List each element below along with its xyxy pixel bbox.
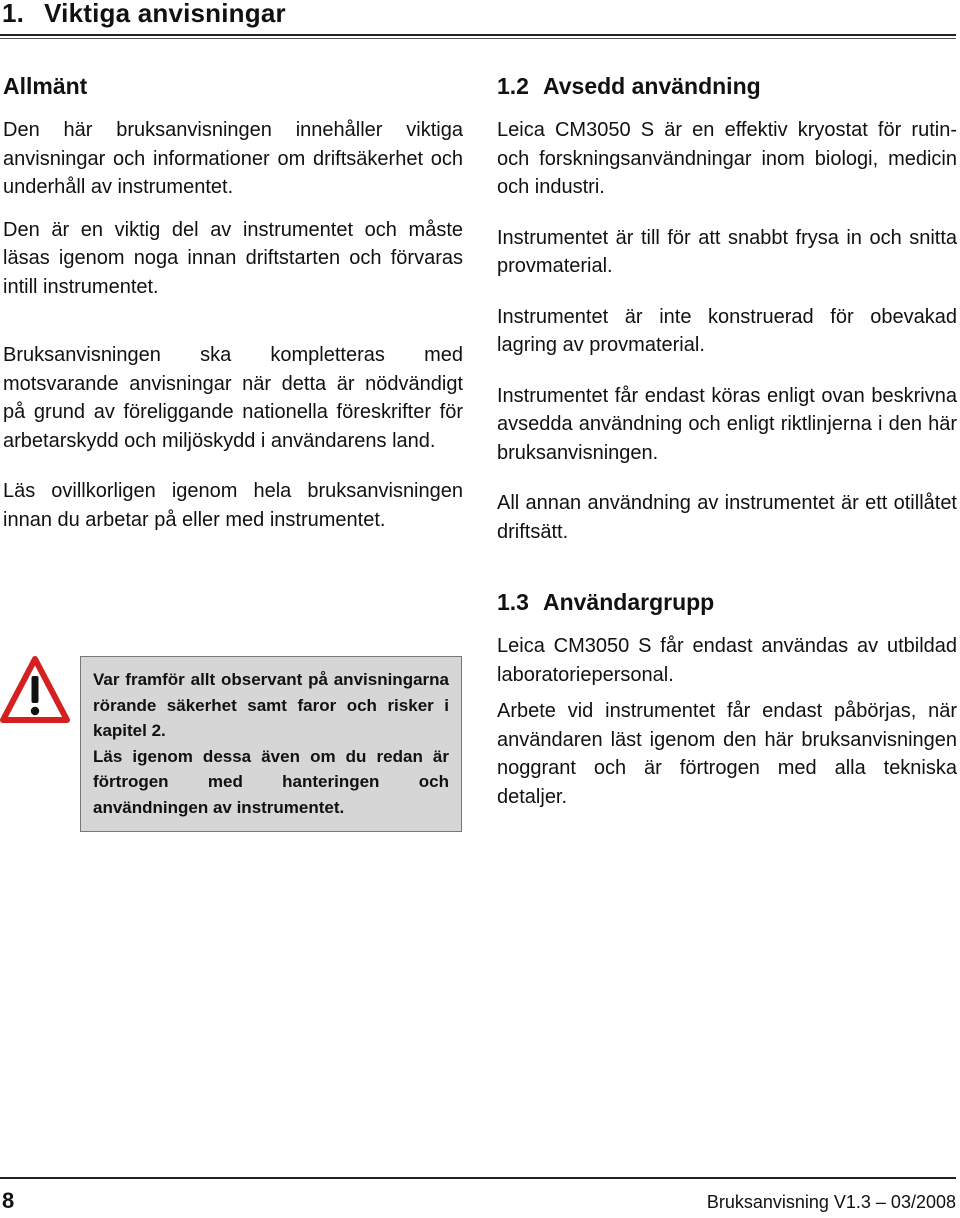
section-heading-user-group — [497, 586, 957, 618]
user-group-paragraph-2: Arbete vid instrumentet får endast påbörjas, när användaren läst igenom den här bruksanvisningen noggrant och är förtrogen med alla tekniska detaljer. — [497, 700, 957, 808]
warning-text-1: Var framför allt observant på anvisningarna rörande säkerhet samt faror och risker i kapitel 2. — [93, 670, 449, 740]
intended-use-paragraph-4: Instrumentet får endast köras enligt ovan beskrivna avsedda användning och enligt riktlinjerna i den här bruksanvisningen. — [497, 384, 957, 464]
chapter-title — [2, 0, 286, 28]
intended-use-paragraph-1: Leica CM3050 S är en effektiv kryostat för rutin- och forskningsanvändningar inom biologi, medicin och industri. — [497, 119, 957, 198]
section-heading-general: Allmänt — [3, 73, 88, 99]
left-column — [3, 70, 463, 534]
warning-notice — [0, 656, 465, 836]
user-group-paragraph-1: Leica CM3050 S får endast användas av utbildad laboratoriepersonal. — [497, 635, 957, 686]
intended-use-paragraph-3: Instrumentet är inte konstruerad för obevakad lagring av provmaterial. — [497, 305, 957, 356]
warning-text-2: Läs igenom dessa även om du redan är förtrogen med hanteringen och användningen av instrumentet. — [93, 746, 449, 817]
general-paragraph-4: Läs ovillkorligen igenom hela bruksanvisningen innan du arbetar på eller med instrumentet. — [3, 480, 463, 531]
header-rule — [0, 34, 956, 36]
footer-rule — [0, 1177, 956, 1179]
intended-use-paragraph-5: All annan användning av instrumentet är ett otillåtet driftsätt. — [497, 492, 957, 543]
chapter-number: 1. — [2, 0, 25, 28]
right-column — [497, 70, 957, 811]
section-heading-intended-use — [497, 70, 957, 102]
page-number: 8 — [2, 1188, 15, 1213]
chapter-title-text: Viktiga anvisningar — [44, 0, 286, 28]
intended-use-paragraph-2: Instrumentet är till för att snabbt frysa in och snitta provmaterial. — [497, 226, 957, 277]
section-number: 1.3 — [497, 589, 529, 615]
general-paragraph-2: Den är en viktig del av instrumentet och måste läsas igenom noga innan driftstarten och förvaras intill instrumentet. — [3, 218, 463, 298]
warning-box — [80, 656, 462, 832]
footer-document-info: Bruksanvisning V1.3 – 03/2008 — [706, 1192, 956, 1212]
section-number: 1.2 — [497, 73, 529, 99]
warning-triangle-icon — [0, 656, 70, 724]
header-rule-thin — [0, 38, 956, 39]
section-title: Avsedd användning — [542, 73, 761, 99]
general-paragraph-3: Bruksanvisningen ska kompletteras med motsvarande anvisningar när detta är nödvändigt på grund av föreliggande nationella föreskrifter för arbetarskydd och miljöskydd i användarens land. — [3, 344, 463, 452]
general-paragraph-1: Den här bruksanvisningen innehåller viktiga anvisningar och informationer om driftsäkerhet och underhåll av instrumentet. — [3, 119, 463, 198]
section-title: Användargrupp — [542, 589, 715, 615]
